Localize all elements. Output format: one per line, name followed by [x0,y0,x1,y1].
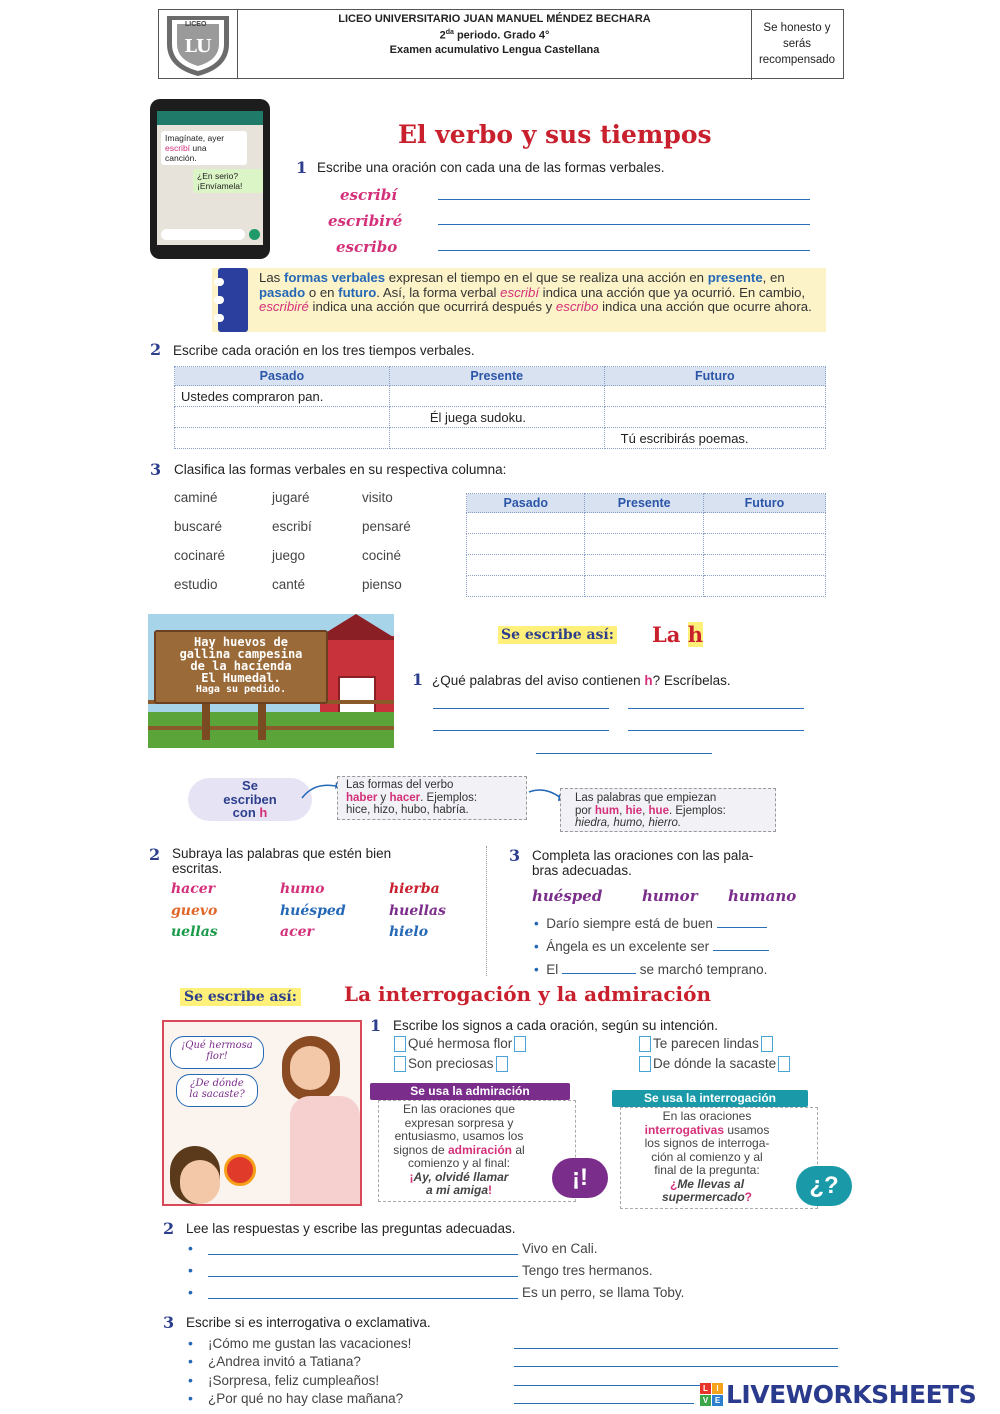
table-row [467,513,826,534]
s3-q2-number: 2 [163,1219,175,1238]
table-cell-input[interactable] [467,555,585,576]
bullet: • [188,1240,193,1256]
sign-input-open[interactable] [394,1036,406,1052]
table-cell-input[interactable] [703,513,825,534]
table-row [467,555,826,576]
sign-item-1: Qué hermosa flor [392,1036,528,1052]
col-futuro: Futuro [703,494,825,513]
girl-illustration [162,1020,362,1206]
concept-bubble: Se escriben con h [188,778,312,821]
table-cell-input[interactable] [703,576,825,597]
word-option[interactable]: acer [280,924,314,940]
liveworksheets-logo [700,1380,1000,1410]
verb-word: canté [272,577,306,592]
column-divider [486,846,487,976]
classify-input-line[interactable] [514,1385,704,1386]
question-input-line[interactable] [208,1298,518,1299]
s3-q3-number: 3 [163,1313,175,1332]
note-prefixes: Las palabras que empiezan por hum, hie, hue. Ejemplos: hiedra, humo, hierro. [560,788,776,832]
col-pasado: Pasado [467,494,585,513]
speech-bubble: ¡Qué hermosa flor! [170,1036,264,1069]
table-cell-input[interactable] [467,534,585,555]
table-cell-input[interactable] [604,407,825,428]
word-option[interactable]: hierba [389,881,440,897]
tenses-table-header [175,367,826,386]
word-bank: huésped [532,887,603,905]
blank-input[interactable] [717,927,767,928]
verb-word: jugaré [272,490,310,505]
motto: Se honesto y serás recompensado [758,22,836,66]
table-row [467,576,826,597]
table-cell-input[interactable] [585,576,703,597]
classify-input-line[interactable] [514,1348,838,1349]
sign-input-close[interactable] [778,1056,790,1072]
complete-item-1: • Darío siempre está de buen [534,916,767,931]
table-row [467,534,826,555]
sign-input-open[interactable] [394,1056,406,1072]
sign-input-open[interactable] [639,1056,651,1072]
s2-q1-instruction: ¿Qué palabras del aviso contienen h? Escríbelas. [432,673,731,688]
answer-line-escribire[interactable] [438,224,810,225]
table-cell-input[interactable] [585,534,703,555]
word-bank: humano [728,887,797,905]
header-title-cell [238,10,752,80]
answer-text: Tengo tres hermanos. [522,1263,653,1278]
s1-q2-instruction: Escribe cada oración en los tres tiempos verbales. [173,343,475,358]
admiration-tag: Se usa la admiración [370,1083,570,1100]
table-cell-input[interactable] [389,386,604,407]
girl-dress [290,1096,360,1204]
col-presente: Presente [585,494,703,513]
word-option[interactable]: uellas [171,924,218,940]
info-text: Las formas verbales expresan el tiempo en el que se realiza una acción en presente, en pasado o en futuro. Así, la forma verbal escribí indica una acción que ya ocurrió. En cambio, escribiré indica una acción que ocurrirá después y escribo indica una acción que ocurre ahora. [259,270,812,314]
boy-face [180,1160,220,1204]
crest-cell [159,10,238,78]
fence [148,700,394,730]
word-option[interactable]: huellas [389,903,446,919]
sentence-text: ¡Sorpresa, feliz cumpleaños! [208,1373,380,1388]
logo-grid-icon: L I V E [700,1383,724,1407]
interrogation-tag: Se usa la interrogación [612,1090,808,1107]
sign-board: Hay huevos de gallina campesina de la hacienda El Humedal. Haga su pedido. [154,630,328,704]
word-option[interactable]: hacer [171,881,216,897]
question-badge-icon: ¿? [796,1166,852,1206]
verb-word: cocinaré [174,548,226,563]
bullet: • [188,1335,193,1351]
word-bank: humor [642,887,698,905]
table-cell-input[interactable] [389,428,604,449]
brand-name: LIVEWORKSHEETS [726,1380,977,1409]
verb-word: estudio [174,577,218,592]
s2-q2-number: 2 [149,845,161,864]
chat-bubble-2: ¿En serio? ¡Envíamela! [193,169,263,193]
s3-q2-instruction: Lee las respuestas y escribe las preguntas adecuadas. [186,1221,516,1236]
word-option[interactable]: hielo [389,924,429,940]
period-line: $2^{da}$ periodo. Grado 4° [439,29,550,42]
blank-input[interactable] [713,950,769,951]
interrogation-box: En las oraciones interrogativas usamos los signos de interroga- ción al comienzo y al final de la pregunta: ¿Me llevas al supermercado? [620,1107,818,1209]
verb-word: pienso [362,577,402,592]
form-escribo: escribo [336,238,398,256]
info-box [212,268,826,332]
table-cell-input[interactable] [703,534,825,555]
connector-arrow-icon [300,780,340,804]
section2-title: La h [652,622,703,647]
answer-text: Vivo en Cali. [522,1241,598,1256]
table-cell: Ustedes compraron pan. [175,386,390,407]
col-pasado: Pasado [175,367,390,386]
sign-item-4: De dónde la sacaste [637,1056,792,1072]
sign-input-close[interactable] [496,1056,508,1072]
sign-item-3: Son preciosas [392,1056,510,1072]
phone-topbar [157,111,263,125]
s1-q1-number: 1 [296,158,308,177]
sign-input-close[interactable] [514,1036,526,1052]
table-cell: Él juega sudoku. [389,407,604,428]
s3-q1-instruction: Escribe los signos a cada oración, según su intención. [393,1018,718,1033]
s2-q3-instruction: Completa las oraciones con las pala- bras adecuadas. [532,848,754,878]
farm-illustration [148,614,394,748]
speech-bubble: ¿De dónde la sacaste? [176,1074,258,1107]
answer-line[interactable] [433,730,609,731]
chat-bubble-1: Imagínate, ayer escribí una canción. [161,131,247,165]
col-presente: Presente [389,367,604,386]
verb-word: visito [362,490,393,505]
s2-q1-number: 1 [412,670,424,689]
complete-item-3: • El se marchó temprano. [534,962,768,977]
binder-icon [218,268,248,332]
bullet: • [188,1353,193,1369]
sign-input-close[interactable] [761,1036,773,1052]
blank-input[interactable] [562,973,636,974]
exclamation-badge-icon: ¡! [552,1158,608,1198]
header-box [158,9,844,79]
verb-word: pensaré [362,519,411,534]
tenses-table [174,366,826,449]
answer-line[interactable] [628,730,804,731]
answer-line[interactable] [433,708,609,709]
word-option[interactable]: humo [280,881,325,897]
sentence-text: ¡Cómo me gustan las vacaciones! [208,1336,412,1351]
classify-table-header [467,494,826,513]
verb-word: cociné [362,548,402,563]
word-option[interactable]: guevo [171,903,218,919]
table-cell-input[interactable] [175,407,390,428]
complete-item-2: • Ángela es un excelente ser [534,939,769,954]
send-icon [249,229,260,240]
s3-q3-instruction: Escribe si es interrogativa o exclamativa. [186,1315,431,1330]
s2-q3-number: 3 [509,846,521,865]
question-input-line[interactable] [208,1254,518,1255]
bullet: • [188,1372,193,1388]
s2-q2-instruction: Subraya las palabras que estén bien escritas. [172,846,392,876]
table-cell-input[interactable] [585,555,703,576]
phone-input-bar [161,229,245,240]
verb-word: escribí [272,519,312,534]
sentence-text: ¿Andrea invitó a Tatiana? [208,1354,361,1369]
form-escribi: escribí [340,186,397,204]
svg-text:LU: LU [184,36,212,57]
table-row [175,428,826,449]
table-row [175,386,826,407]
classify-input-line[interactable] [514,1366,838,1367]
table-cell-input[interactable] [175,428,390,449]
table-cell-input[interactable] [703,555,825,576]
verb-word: caminé [174,490,218,505]
s1-q2-number: 2 [150,340,162,359]
answer-line[interactable] [628,708,804,709]
sign-input-open[interactable] [639,1036,651,1052]
answer-line[interactable] [536,753,712,754]
flower-icon [224,1154,256,1186]
form-escribire: escribiré [328,212,403,230]
verb-word: buscaré [174,519,223,534]
admiration-box: En las oraciones que expresan sorpresa y entusiasmo, usamos los signos de admiración al comienzo y al final: ¡Ay, olvidé llamar a mi amiga! [378,1100,576,1202]
sentence-text: ¿Por qué no hay clase mañana? [208,1391,404,1406]
exam-name: Examen acumulativo Lengua Castellana [389,43,600,56]
bullet: • [188,1262,193,1278]
phone-illustration [150,99,270,259]
verb-word: juego [272,548,306,563]
s1-q3-instruction: Clasifica las formas verbales en su respectiva columna: [174,462,507,477]
table-cell-input[interactable] [467,576,585,597]
classify-table [466,493,826,597]
answer-line-escribo[interactable] [438,250,810,251]
s3-q1-number: 1 [370,1016,382,1035]
s1-q1-instruction: Escribe una oración con cada una de las formas verbales. [317,160,665,175]
table-cell-input[interactable] [467,513,585,534]
bullet: • [188,1284,193,1300]
answer-line-escribi[interactable] [438,199,810,200]
table-cell-input[interactable] [585,513,703,534]
note-verbs: Las formas del verbo haber y hacer. Ejemplos: hice, hizo, hubo, habría. [337,776,527,820]
sign-item-2: Te parecen lindas [637,1036,775,1052]
table-cell: Tú escribirás poemas. [604,428,825,449]
bullet: • [188,1390,193,1406]
table-cell-input[interactable] [604,386,825,407]
girl-face [290,1046,330,1090]
classify-input-line[interactable] [514,1403,694,1404]
section3-title: La interrogación y la admiración [344,982,712,1006]
section3-label: Se escribe así: [180,988,301,1006]
crest-text: LICEO [185,21,207,28]
section2-label: Se escribe así: [498,626,617,644]
answer-text: Es un perro, se llama Toby. [522,1285,685,1300]
table-row [175,407,826,428]
col-futuro: Futuro [604,367,825,386]
s1-q3-number: 3 [150,460,162,479]
phone-screen [157,111,263,245]
section1-title: El verbo y sus tiempos [398,120,712,149]
question-input-line[interactable] [208,1276,518,1277]
school-name: LICEO UNIVERSITARIO JUAN MANUEL MÉNDEZ BECHARA [338,13,651,25]
word-option[interactable]: huésped [280,903,346,919]
